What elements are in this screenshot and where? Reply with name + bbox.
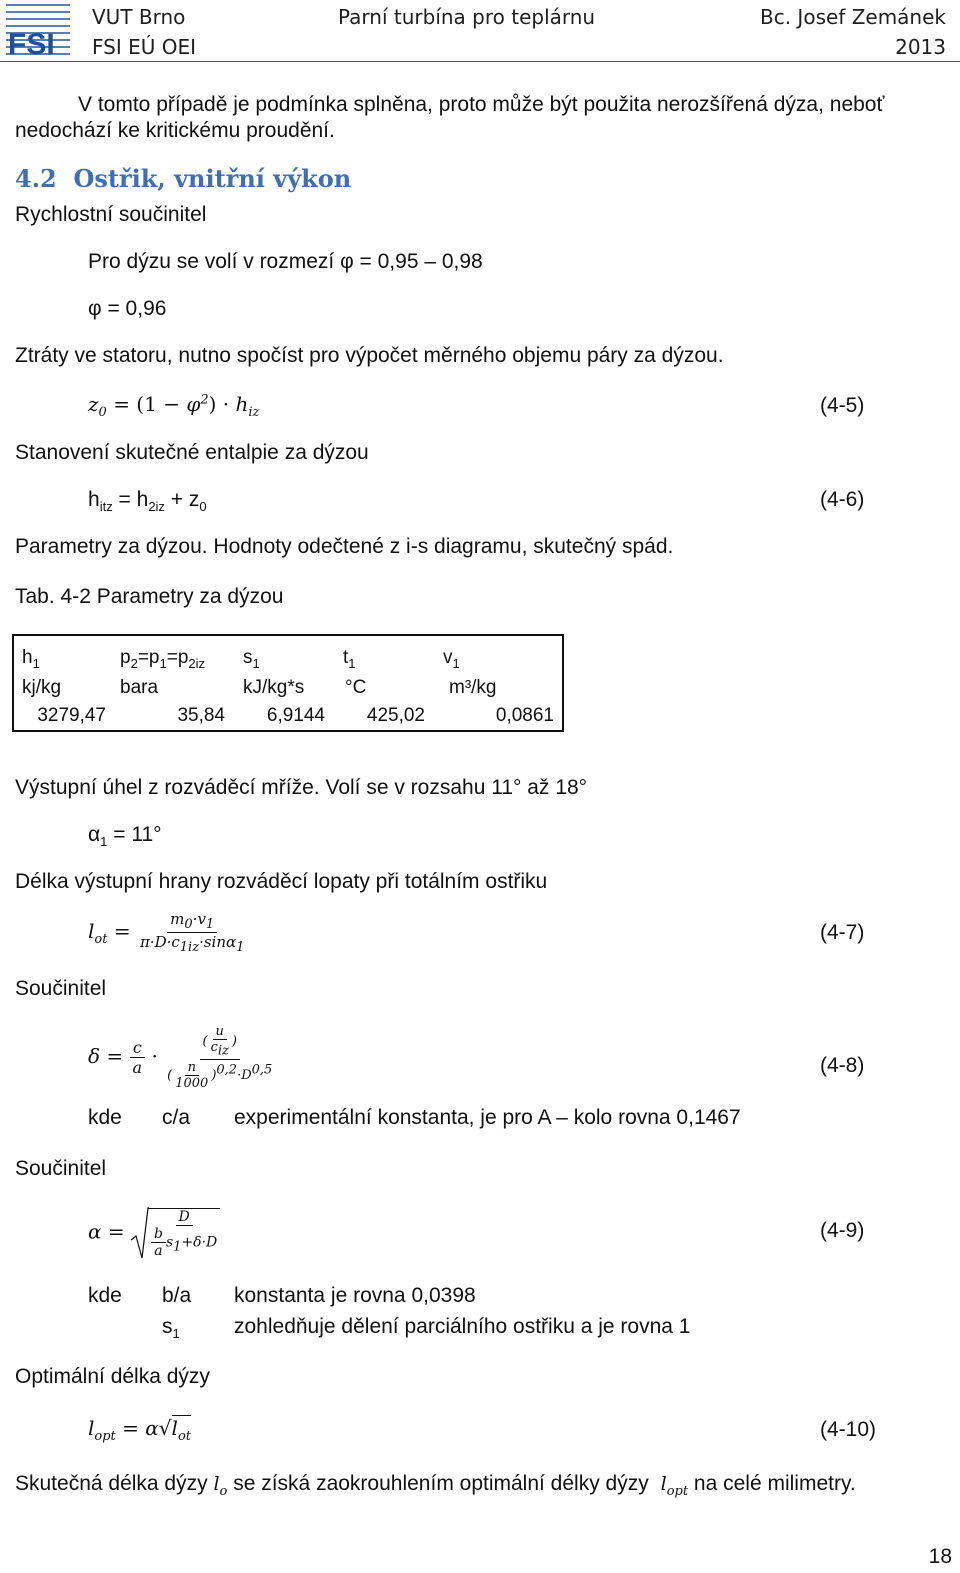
definition-kde-2: kde [88, 1284, 122, 1307]
paragraph-rychlostni: Rychlostní součinitel [15, 203, 207, 226]
equation-number-4-7: (4-7) [820, 921, 865, 944]
header-divider [0, 61, 960, 62]
header-left-line1: VUT Brno [92, 5, 186, 29]
equation-number-4-5: (4-5) [820, 394, 865, 417]
alpha1-value: = 11° [113, 823, 162, 846]
paragraph-entalpie: Stanovení skutečné entalpie za dýzou [15, 441, 369, 464]
intro-line2: nedochází ke kritickému proudění. [15, 119, 335, 142]
parameters-table [12, 634, 564, 732]
definition-text-s1: zohledňuje dělení parciálního ostřiku a je rovna 1 [234, 1315, 691, 1338]
header-right-line2: 2013 [895, 35, 946, 59]
section-heading [15, 164, 351, 193]
definition-symbol-c-a: c/a [162, 1106, 191, 1129]
table-cell: m³/kg [449, 677, 497, 698]
definition-text-b-a: konstanta je rovna 0,0398 [234, 1284, 476, 1307]
table-cell: 35,84 [177, 705, 225, 726]
table-header-s1: $s_1$ [243, 647, 260, 671]
table-cell: kJ/kg*s [243, 677, 305, 698]
paragraph-soucinitel-1: Součinitel [15, 977, 107, 1000]
equation-4-6: $h_{itz} = h_{2iz} + z_0$ [88, 488, 207, 515]
paragraph-optimal: Optimální délka dýzy [15, 1365, 210, 1388]
final-part2: se získá zaokrouhlením optimální délky dýzy [233, 1472, 649, 1495]
equation-4-10: $l_{opt} = \alpha√l_{ot}$ [88, 1416, 191, 1444]
paragraph-phi-value: φ = 0,96 [88, 297, 167, 320]
definition-kde-1: kde [88, 1106, 122, 1129]
equation-4-8: δ = $\frac{c}{a}$ · ( $\frac{u}{c_{iz}}$ ) ( $\frac{n}{1000}$ )$^{0,2}\cdot D^{0,5}$ [88, 1024, 273, 1091]
table-cell: kj/kg [22, 677, 62, 698]
equation-number-4-10: (4-10) [820, 1418, 877, 1441]
table-row-units [13, 674, 563, 702]
table-header-p2: $p_2=p_1=p_{2iz}$ [120, 647, 206, 671]
paragraph-parametry: Parametry za dýzou. Hodnoty odečtené z i-s diagramu, skutečný spád. [15, 535, 674, 558]
table-cell: 425,02 [366, 705, 425, 726]
table-header-h1: $h_1$ [22, 647, 40, 671]
equation-number-4-8: (4-8) [820, 1054, 865, 1077]
table-row-symbols [13, 635, 563, 674]
paragraph-ztraty: Ztráty ve statoru, nutno spočíst pro výpočet měrného objemu páry za dýzou. [15, 344, 724, 367]
table-caption: Tab. 4-2 Parametry za dýzou [15, 585, 284, 608]
table-cell: °C [345, 677, 367, 698]
paragraph-soucinitel-2: Součinitel [15, 1157, 107, 1180]
header-left-line2: FSI EÚ OEI [92, 35, 197, 59]
definition-symbol-s1: $s_1$ [162, 1315, 180, 1342]
definition-text-c-a: experimentální konstanta, je pro A – kolo rovna 0,1467 [234, 1106, 741, 1129]
definition-symbol-b-a: b/a [162, 1284, 192, 1307]
equation-number-4-6: (4-6) [820, 488, 865, 511]
paragraph-phi-range: Pro dýzu se volí v rozmezí φ = 0,95 – 0,98 [88, 250, 483, 273]
svg-text:FSI: FSI [8, 28, 55, 58]
final-part1: Skutečná délka dýzy [15, 1472, 208, 1495]
equation-4-7: $l_{ot}$ = $\frac{m_0\cdot v_1}{\pi\cdot D\cdot c_{1iz}\cdot\sin\alpha_1}$ [88, 910, 245, 955]
intro-line1: V tomto případě je podmínka splněna, proto může být použita nerozšířená dýza, neboť [78, 93, 885, 116]
equation-4-9: α = D $\frac{b}{a}$ $s_1+\delta\cdot D$ [88, 1206, 220, 1260]
table-cell: 6,9144 [266, 705, 325, 726]
section-number: 4.2 [15, 164, 57, 193]
section-title: Ostřik, vnitřní výkon [73, 164, 352, 193]
table-cell: 0,0861 [495, 705, 554, 726]
alpha1-definition: $\alpha_1 = 11^\circ$ [88, 823, 162, 850]
header-center: Parní turbína pro teplárnu [338, 5, 596, 29]
header-right-line1: Bc. Josef Zemánek [760, 5, 946, 29]
equation-4-5: $z_0 = (1 - \varphi^2) \cdot h_{iz}$ [88, 392, 260, 420]
table-cell: bara [120, 677, 159, 698]
equation-number-4-9: (4-9) [820, 1219, 865, 1242]
table-row-values [13, 702, 563, 731]
table-header-v1: $v_1$ [443, 647, 460, 671]
paragraph-final: Skutečná délka dýzy $l_o$ se získá zaokrouhlením optimální délky dýzy $l_{opt}$ na celé milimetry. [15, 1472, 856, 1499]
table-cell: 3279,47 [37, 705, 106, 726]
paragraph-delka: Délka výstupní hrany rozváděcí lopaty při totálním ostřiku [15, 870, 548, 893]
final-part3: na celé milimetry. [693, 1472, 856, 1495]
logo [6, 4, 70, 58]
page-number: 18 [928, 1545, 952, 1568]
table-header-t1: $t_1$ [343, 647, 356, 671]
paragraph-uhel: Výstupní úhel z rozváděcí mříže. Volí se v rozsahu 11° až 18° [15, 776, 588, 799]
